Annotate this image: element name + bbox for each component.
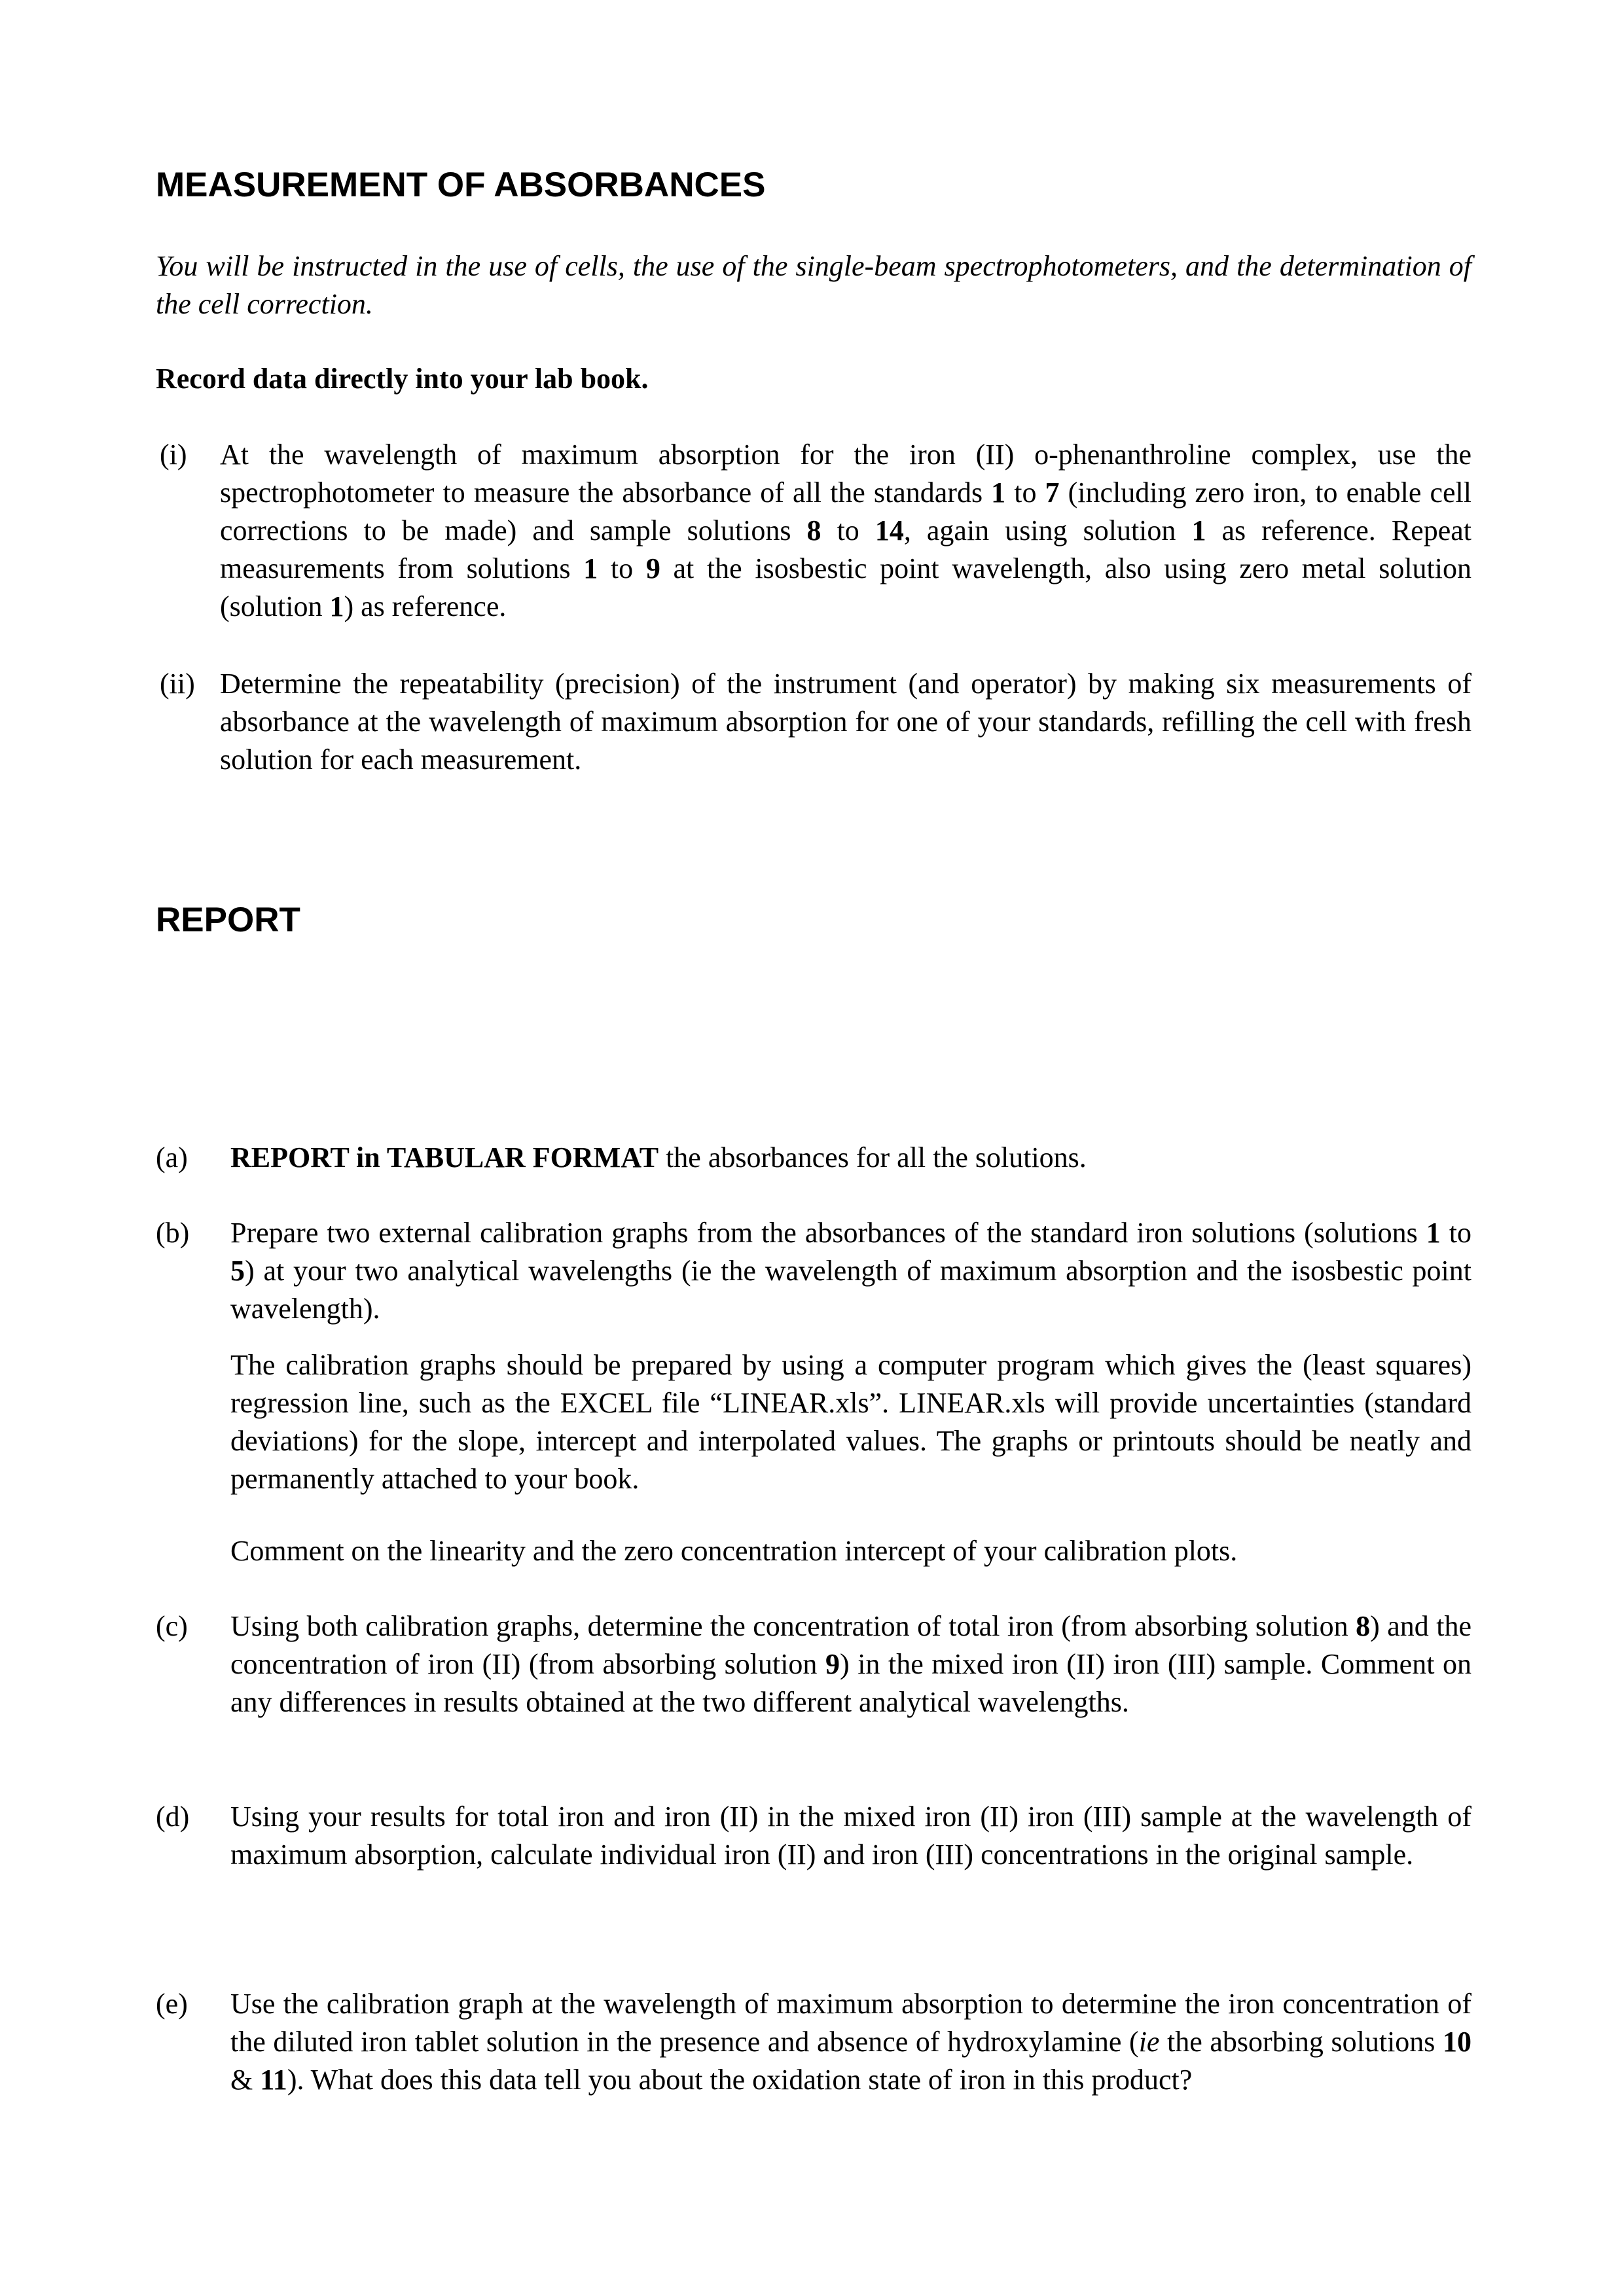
paragraph: Use the calibration graph at the wavelength of maximum absorption to determine the iron concentration of the diluted iron tablet solution in the presence and absence of hydroxylamine (ie the absorbing solutions 10 & 11). What does this data tell you about the oxidation state of iron in this product? [230,1988,1472,2096]
item-text: At the wavelength of maximum absorption for the iron (II) o-phenanthroline complex, use the spectrophotometer to measure the absorbance of all the standards 1 to 7 (including zero iron, to enable cell corrections to be made) and sample solutions 8 to 14, again using solution 1 as reference. Repeat measurements from solutions 1 to 9 at the isosbestic point wavelength, also using zero metal solution (solution 1) as reference. [220,439,1472,622]
item-label: (a) [156,1141,188,1174]
report-heading: REPORT [156,901,300,939]
item-text: Determine the repeatability (precision) of the instrument (and operator) by making six measurements of absorbance at the wavelength of maximum absorption for one of your standards, refilling the cell with fresh solution for each measurement. [220,668,1471,776]
paragraph: Using both calibration graphs, determine the concentration of total iron (from absorbing solution 8) and the concentration of iron (II) (from absorbing solution 9) in the mixed iron (II) iron (III) sample. Comment on any differences in results obtained at the two different analytical wavelengths. [230,1610,1471,1718]
item-text [230,1985,1471,2099]
measurement-heading: MEASUREMENT OF ABSORBANCES [156,166,766,204]
item-label: (c) [156,1610,188,1642]
record-note: Record data directly into your lab book. [156,363,649,395]
paragraph: REPORT in TABULAR FORMAT the absorbances for all the solutions. [230,1141,1087,1174]
item-text [230,1139,1471,1177]
item-text [230,1214,1471,1570]
item-label: (b) [156,1217,190,1249]
measurement-item-i [156,436,1471,632]
item-label: (ii) [160,668,195,700]
intro-instructions: You will be instructed in the use of cells, the use of the single-beam spectrophotometers, and the determination of the cell correction. [156,250,1471,320]
item-label: (d) [156,1801,190,1833]
paragraph: Prepare two external calibration graphs from the absorbances of the standard iron solutions (solutions 1 to 5) at your two analytical wavelengths (ie the wavelength of maximum absorption and the isosbestic point wavelength). [230,1217,1471,1325]
item-text [230,1798,1471,1874]
item-label: (e) [156,1988,188,2020]
item-label: (i) [160,439,187,471]
measurement-item-ii [156,665,1471,783]
paragraph: Comment on the linearity and the zero concentration intercept of your calibration plots. [230,1535,1238,1567]
paragraph: Using your results for total iron and iron (II) in the mixed iron (II) iron (III) sample at the wavelength of maximum absorption, calculate individual iron (II) and iron (III) concentrations in the original sample. [230,1801,1471,1871]
item-text [230,1607,1471,1721]
paragraph: The calibration graphs should be prepared by using a computer program which gives the (least squares) regression line, such as the EXCEL file “LINEAR.xls”. LINEAR.xls will provide uncertainties (standard deviations) for the slope, intercept and interpolated values. The graphs or printouts should be neatly and permanently attached to your book. [230,1349,1471,1495]
